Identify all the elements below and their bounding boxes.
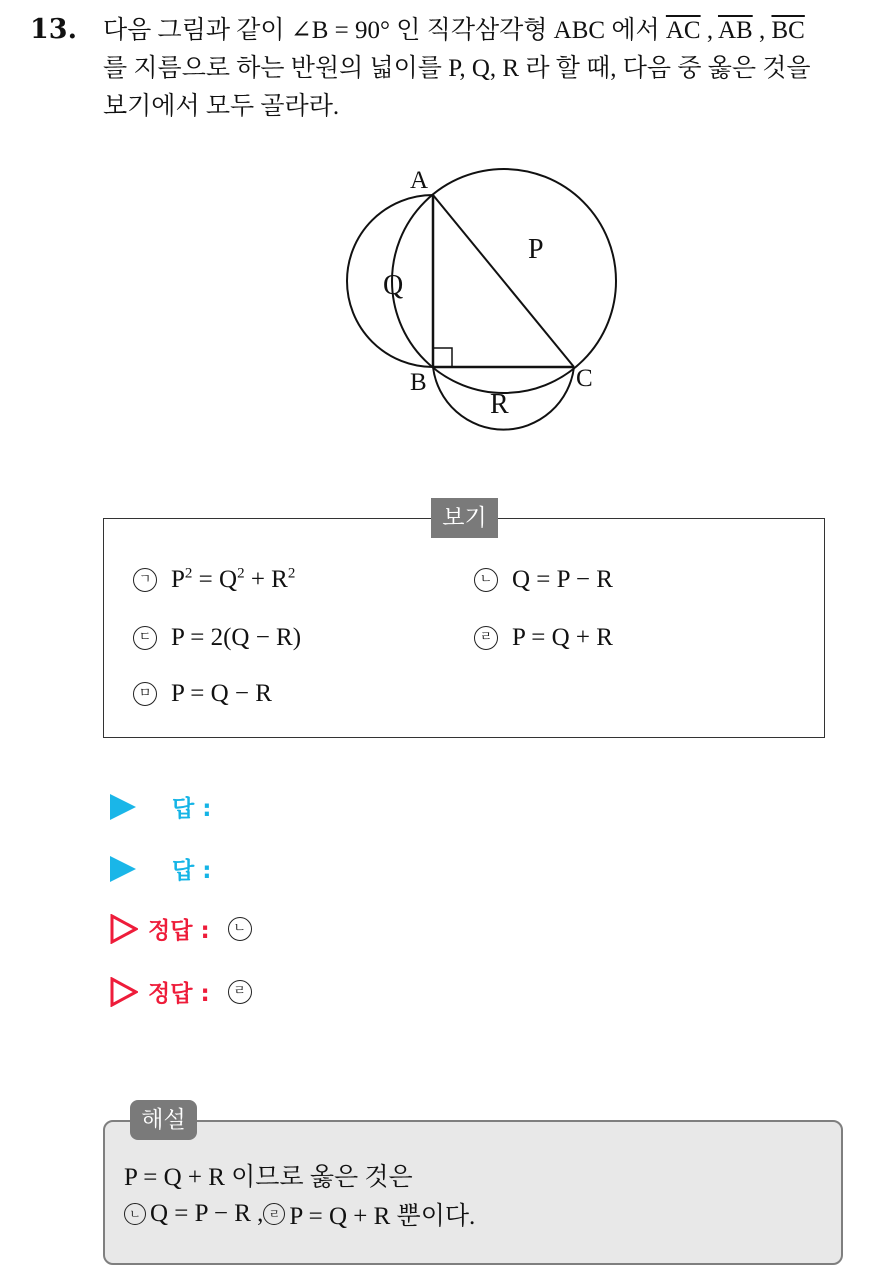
correct-label: 정답 : <box>148 981 210 1007</box>
label-b: B <box>410 369 427 396</box>
correct-mark: ㄹ <box>228 980 252 1004</box>
bogi-title: 보기 <box>431 498 498 538</box>
choice-2 <box>474 566 613 594</box>
explanation-line-1: P = Q + R 이므로 옳은 것은 <box>124 1164 413 1191</box>
explanation-text: Q = P − R , <box>150 1200 264 1227</box>
label-q: Q <box>383 270 404 301</box>
choice-4 <box>474 624 613 652</box>
explanation-title: 해설 <box>130 1100 197 1140</box>
choice-text: Q = P − R <box>512 566 613 593</box>
label-r: R <box>490 389 509 420</box>
choice-5 <box>133 680 272 708</box>
choice-mark: ㄱ <box>133 568 157 592</box>
separator: , <box>752 17 772 44</box>
question-number: 13. <box>30 14 77 45</box>
label-p: P <box>528 234 544 265</box>
outline-triangle-icon <box>110 977 138 1007</box>
separator: , <box>700 17 718 44</box>
choice-mark: ㄹ <box>474 626 498 650</box>
choice-mark: ㄷ <box>133 626 157 650</box>
question-text <box>103 12 868 126</box>
correct-mark: ㄴ <box>228 917 252 941</box>
question-line3: 보기에서 모두 골라라. <box>103 93 340 120</box>
answer-label: 답 : <box>172 796 212 822</box>
play-triangle-icon <box>110 856 136 882</box>
choice-3 <box>133 624 301 652</box>
segment-bc: $\overline{BC}$ <box>771 17 805 44</box>
side-ac <box>433 195 574 367</box>
label-c: C <box>576 365 593 392</box>
choice-text: P = 2(Q − R) <box>171 624 302 651</box>
figure-svg <box>330 160 630 450</box>
explanation-mark: ㄹ <box>263 1203 285 1225</box>
segment-ac: $\overline{AC}$ <box>665 17 701 44</box>
outline-triangle-icon <box>110 914 138 944</box>
question-line1: 다음 그림과 같이 ∠B = 90° 인 직각삼각형 ABC 에서 <box>103 17 666 44</box>
correct-row-2 <box>110 975 266 1008</box>
triangle-figure <box>330 160 630 450</box>
explanation-mark: ㄴ <box>124 1203 146 1225</box>
explanation-text: P = Q + R 뿐이다. <box>289 1203 476 1230</box>
question-line2: 를 지름으로 하는 반원의 넓이를 P, Q, R 라 할 때, 다음 중 옳은 것을 <box>103 55 811 82</box>
choice-text: $P^2 = Q^2 + R^2$ <box>171 565 296 593</box>
correct-label: 정답 : <box>148 918 210 944</box>
choice-1 <box>133 566 295 594</box>
explanation-line-2 <box>124 1196 475 1232</box>
correct-row-1 <box>110 912 266 945</box>
answer-row-1[interactable] <box>110 790 211 823</box>
segment-ab: $\overline{AB}$ <box>717 17 753 44</box>
answer-row-2[interactable] <box>110 852 211 885</box>
choice-mark: ㅁ <box>133 682 157 706</box>
answer-label: 답 : <box>172 858 212 884</box>
play-triangle-icon <box>110 794 136 820</box>
right-angle-mark <box>433 348 452 367</box>
choice-mark: ㄴ <box>474 568 498 592</box>
label-a: A <box>410 167 429 194</box>
choice-text: P = Q − R <box>171 680 272 707</box>
choice-text: P = Q + R <box>512 624 613 651</box>
